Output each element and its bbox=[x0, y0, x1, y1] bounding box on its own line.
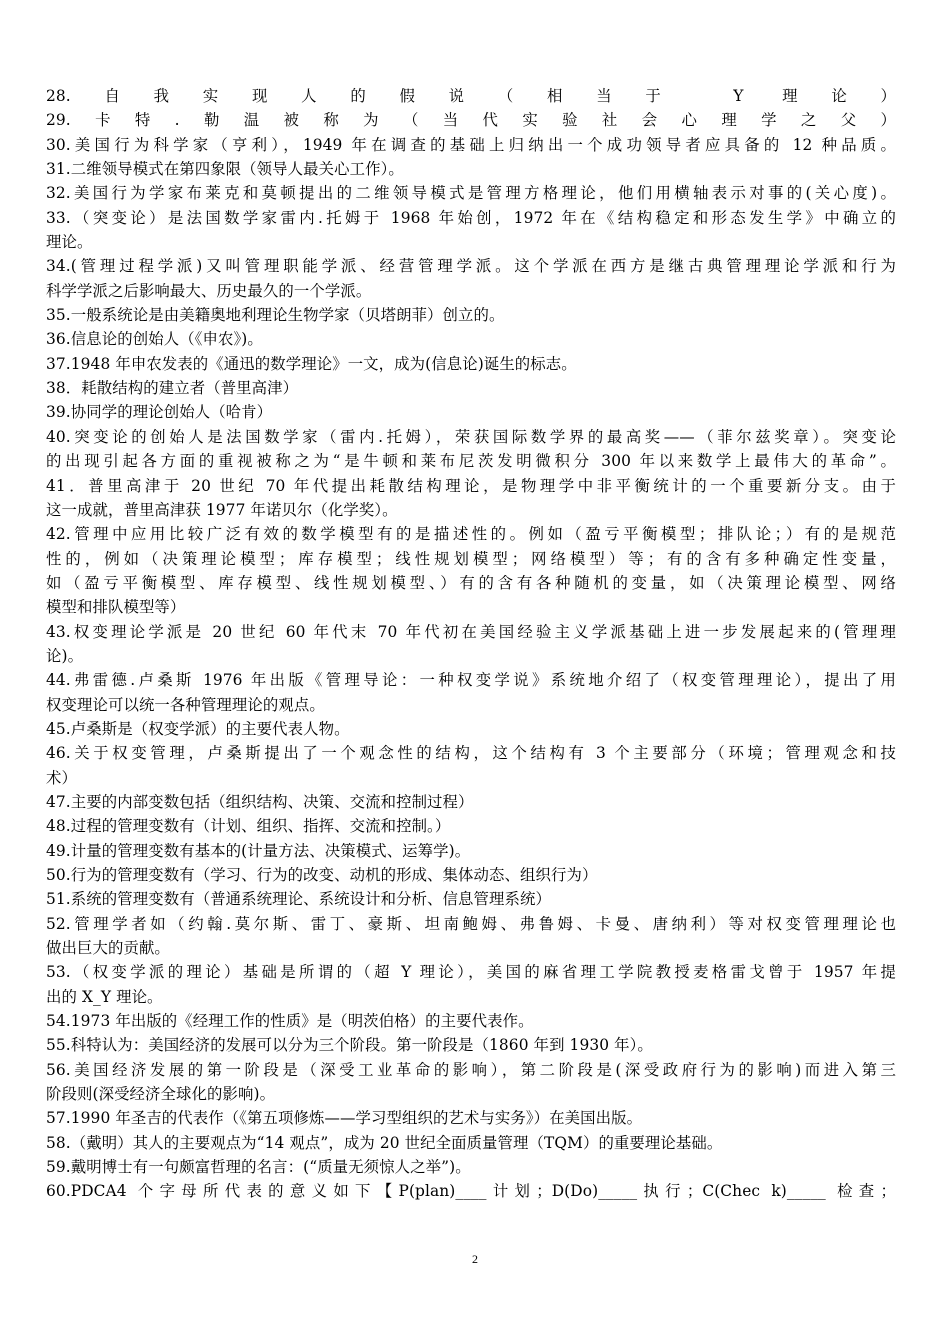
text-line: 35.一般系统论是由美籍奥地利理论生物学家（贝塔朗菲）创立的。 bbox=[46, 306, 505, 325]
text-line: 50.行为的管理变数有（学习、行为的改变、动机的形成、集体动态、组织行为） bbox=[46, 866, 598, 884]
text-line: 科学学派之后影响最大、历史最久的一个学派。 bbox=[46, 281, 372, 300]
text-line: 59.戴明博士有一句颇富哲理的名言：(“质量无须惊人之举”)。 bbox=[46, 1158, 471, 1177]
text-line: 权变理论可以统一各种管理理论的观点。 bbox=[46, 695, 325, 714]
text-line: 论)。 bbox=[46, 646, 84, 665]
text-line: 30.美国行为科学家（亨利），1949 年在调查的基础上归纳出一个成功领导者应具备的 12 种品质。 bbox=[46, 135, 896, 154]
text-line: 43.权变理论学派是 20 世纪 60 年代末 70 年代初在美国经验主义学派基础上进一步发展起来的(管理理 bbox=[46, 622, 896, 641]
text-line: 29.卡特.勒温被称为（当代实验社会心理学之父） bbox=[46, 111, 896, 130]
text-line: 的出现引起各方面的重视被称之为“是牛顿和莱布尼茨发明微积分 300 年以来数学上最伟大的革命”。 bbox=[46, 452, 896, 471]
text-line: 37.1948 年申农发表的《通迅的数学理论》一文，成为(信息论)诞生的标志。 bbox=[46, 354, 577, 373]
text-line: 57.1990 年圣吉的代表作（《第五项修炼——学习型组织的艺术与实务》）在美国出版。 bbox=[46, 1109, 643, 1128]
text-line: 46.关于权变管理，卢桑斯提出了一个观念性的结构，这个结构有 3 个主要部分（环境；管理观念和技 bbox=[46, 744, 896, 763]
text-line: 42.管理中应用比较广泛有效的数学模型有的是描述性的。例如（盈亏平衡模型；排队论；）有的是规范 bbox=[46, 525, 896, 544]
text-line: 55.科特认为：美国经济的发展可以分为三个阶段。第一阶段是（1860 年到 1930 年）。 bbox=[46, 1036, 653, 1055]
text-line: 48.过程的管理变数有（计划、组织、指挥、交流和控制。） bbox=[46, 817, 451, 836]
text-line: 性的，例如（决策理论模型；库存模型；线性规划模型；网络模型）等；有的含有多种确定性变量， bbox=[46, 549, 896, 568]
document-body bbox=[46, 84, 896, 1204]
text-line: 52.管理学者如（约翰.莫尔斯、雷丁、豪斯、坦南鲍姆、弗鲁姆、卡曼、唐纳利）等对权变管理理论也 bbox=[46, 914, 896, 933]
text-line: 理论。 bbox=[46, 233, 93, 252]
text-line: 做出巨大的贡献。 bbox=[46, 939, 170, 958]
text-line: 34.(管理过程学派)又叫管理职能学派、经营管理学派。这个学派在西方是继古典管理理论学派和行为 bbox=[46, 257, 896, 276]
text-line: 40.突变论的创始人是法国数学家（雷内.托姆），荣获国际数学界的最高奖——（菲尔兹奖章）。突变论 bbox=[46, 427, 896, 446]
text-line: 31.二维领导模式在第四象限（领导人最关心工作）。 bbox=[46, 160, 404, 179]
text-line: 这一成就，普里高津获 1977 年诺贝尔（化学奖）。 bbox=[46, 500, 398, 519]
text-line: 41．普里高津于 20 世纪 70 年代提出耗散结构理论，是物理学中非平衡统计的一个重要新分支。由于 bbox=[46, 476, 896, 495]
text-line: 44.弗雷德.卢桑斯 1976 年出版《管理导论：一种权变学说》系统地介绍了（权变管理理论），提出了用 bbox=[46, 671, 896, 690]
page-number: 2 bbox=[472, 1252, 478, 1266]
text-line: 56.美国经济发展的第一阶段是（深受工业革命的影响），第二阶段是(深受政府行为的影响)而进入第三 bbox=[46, 1060, 896, 1079]
text-line: 47.主要的内部变数包括（组织结构、决策、交流和控制过程） bbox=[46, 792, 474, 811]
text-line: 54.1973 年出版的《经理工作的性质》是（明茨伯格）的主要代表作。 bbox=[46, 1012, 534, 1031]
text-line: 45.卢桑斯是（权变学派）的主要代表人物。 bbox=[46, 719, 350, 738]
text-line: 60.PDCA4 个字母所代表的意义如下【P(plan)____计划；D(Do)_____执行；C(Chec k)_____ 检查； bbox=[46, 1182, 896, 1201]
text-line: 阶段则(深受经济全球化的影响)。 bbox=[46, 1085, 276, 1104]
text-line: 33.（突变论）是法国数学家雷内.托姆于 1968 年始创，1972 年在《结构稳定和形态发生学》中确立的 bbox=[46, 208, 896, 227]
text-line: 38．耗散结构的建立者（普里高津） bbox=[46, 379, 299, 398]
text-line: 51.系统的管理变数有（普通系统理论、系统设计和分析、信息管理系统） bbox=[46, 890, 551, 909]
text-line: 53.（权变学派的理论）基础是所谓的（超 Y 理论），美国的麻省理工学院教授麦格雷戈曾于 1957 年提 bbox=[46, 963, 896, 982]
text-line: 如（盈亏平衡模型、库存模型、线性规划模型、）有的含有各种随机的变量，如（决策理论模型、网络 bbox=[46, 573, 896, 592]
text-line: 36.信息论的创始人（《申农》)。 bbox=[46, 330, 263, 349]
text-line: 39.协同学的理论创始人（哈肯） bbox=[46, 403, 273, 422]
text-line: 49.计量的管理变数有基本的(计量方法、决策模式、运筹学)。 bbox=[46, 841, 471, 860]
text-line: 模型和排队模型等） bbox=[46, 598, 186, 617]
text-line: 出的 X_Y 理论。 bbox=[46, 987, 163, 1006]
text-line: 32.美国行为学家布莱克和莫顿提出的二维领导模式是管理方格理论，他们用横轴表示对事的(关心度)。 bbox=[46, 184, 896, 203]
text-line: 术） bbox=[46, 768, 77, 787]
text-line: 28.自我实现人的假说（相当于 Y 理论） bbox=[46, 87, 896, 105]
text-line: 58.（戴明）其人的主要观点为“14 观点”，成为 20 世纪全面质量管理（TQM）的重要理论基础。 bbox=[46, 1133, 723, 1152]
